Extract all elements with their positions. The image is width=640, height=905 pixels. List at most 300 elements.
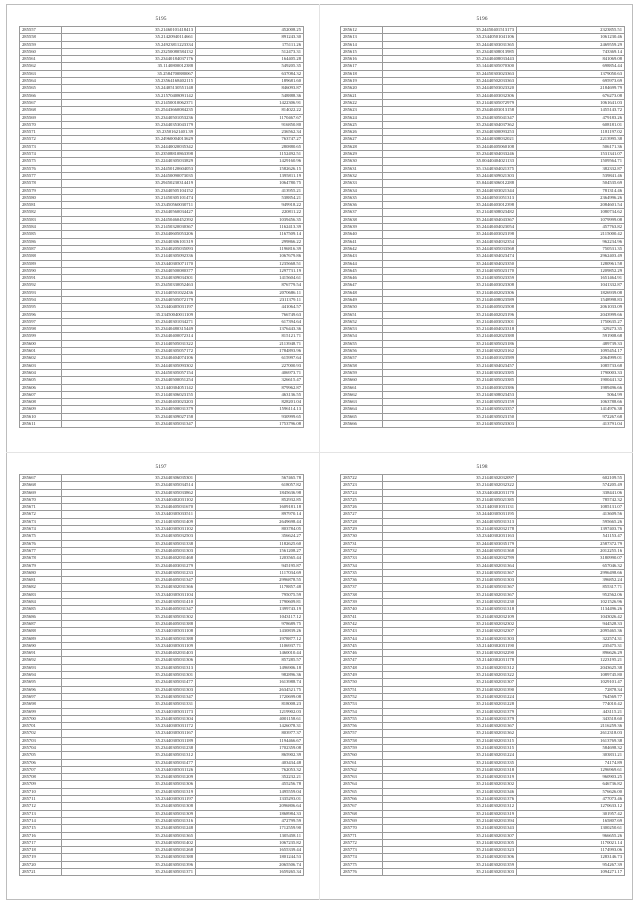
table-row xyxy=(341,158,625,165)
amount-cell: 1801244.53 xyxy=(196,854,304,861)
row-id-cell: 285643 xyxy=(341,253,383,260)
row-id-cell: 285621 xyxy=(341,92,383,99)
measure-cell: 35.23440305031410 xyxy=(62,599,196,606)
table-row xyxy=(341,318,625,325)
measure-cell: 35.21440302031367 xyxy=(383,723,517,730)
row-id-cell: 285639 xyxy=(341,224,383,231)
measure-cell: 35.21440302031379 xyxy=(383,708,517,715)
table-row xyxy=(341,759,625,766)
amount-cell: 1041332.87 xyxy=(517,282,625,289)
row-id-cell: 285565 xyxy=(20,85,62,92)
amount-cell: 2962403.49 xyxy=(517,253,625,260)
table-row xyxy=(20,369,304,376)
table-row xyxy=(341,275,625,282)
row-id-cell: 285612 xyxy=(341,27,383,34)
row-id-cell: 285570 xyxy=(20,121,62,128)
table-row xyxy=(20,723,304,730)
row-id-cell: 285658 xyxy=(341,362,383,369)
measure-cell: 35.21440304023457 xyxy=(383,362,517,369)
measure-cell: 35.23440305041347 xyxy=(383,114,517,121)
row-id-cell: 285697 xyxy=(20,693,62,700)
table-row xyxy=(341,282,625,289)
table-row xyxy=(341,475,625,482)
measure-cell: 35.21440305023159 xyxy=(383,399,517,406)
row-id-cell: 285754 xyxy=(341,708,383,715)
row-id-cell: 285685 xyxy=(20,606,62,613)
amount-cell: 413955.21 xyxy=(196,187,304,194)
amount-cell: 774010.42 xyxy=(517,701,625,708)
amount-cell: 477073.46 xyxy=(517,796,625,803)
table-row xyxy=(341,202,625,209)
measure-cell: 35.23440305031312 xyxy=(62,752,196,759)
row-id-cell: 285640 xyxy=(341,231,383,238)
amount-cell: 1085733.68 xyxy=(517,362,625,369)
table-row xyxy=(20,562,304,569)
row-id-cell: 285701 xyxy=(20,723,62,730)
row-id-cell: 285695 xyxy=(20,679,62,686)
amount-cell: 227000.93 xyxy=(196,362,304,369)
amount-cell: 4001158.61 xyxy=(196,715,304,722)
measure-cell: 35.23440205035093 xyxy=(62,245,196,252)
amount-cell: 750531.35 xyxy=(517,245,625,252)
table-row xyxy=(341,562,625,569)
amount-cell: 539841.46 xyxy=(517,172,625,179)
data-table xyxy=(19,474,304,876)
measure-cell: 35.24450120604053 xyxy=(62,165,196,172)
amount-cell: 74174.89 xyxy=(517,759,625,766)
amount-cell: 1414976.38 xyxy=(517,406,625,413)
row-id-cell: 285571 xyxy=(20,129,62,136)
table-row xyxy=(20,413,304,420)
measure-cell: 35.14440305070300 xyxy=(383,63,517,70)
table-row xyxy=(341,504,625,511)
amount-cell: 1063788.66 xyxy=(517,399,625,406)
row-id-cell: 285725 xyxy=(341,496,383,503)
amount-cell: 876779.54 xyxy=(196,282,304,289)
measure-cell: 35.21440305023359 xyxy=(383,275,517,282)
row-id-cell: 285737 xyxy=(341,584,383,591)
amount-cell: 618057.82 xyxy=(196,482,304,489)
measure-cell: 35.24440302032789 xyxy=(383,555,517,562)
row-id-cell: 285611 xyxy=(20,421,62,428)
row-id-cell: 285655 xyxy=(341,340,383,347)
table-row xyxy=(20,172,304,179)
measure-cell: 35.23440305031173 xyxy=(62,708,196,715)
measure-cell: 35.23450560030711 xyxy=(62,202,196,209)
amount-cell: 1422306.91 xyxy=(196,99,304,106)
row-id-cell: 285569 xyxy=(20,114,62,121)
measure-cell: 35.21440308023453 xyxy=(383,391,517,398)
table-row xyxy=(20,238,304,245)
row-id-cell: 285579 xyxy=(20,187,62,194)
row-id-cell: 285683 xyxy=(20,591,62,598)
measure-cell: 35.21440302031390 xyxy=(383,686,517,693)
row-id-cell: 285715 xyxy=(20,825,62,832)
row-id-cell: 285561 xyxy=(20,56,62,63)
table-row xyxy=(20,136,304,143)
table-row xyxy=(20,679,304,686)
measure-cell: 35.21440302032097 xyxy=(383,475,517,482)
measure-cell: 35.24440304023474 xyxy=(383,253,517,260)
amount-cell: 2323855.51 xyxy=(517,27,625,34)
measure-cell: 35.21440302031302 xyxy=(383,781,517,788)
table-row xyxy=(20,391,304,398)
measure-cell: 35.21440302031303 xyxy=(383,869,517,876)
table-row xyxy=(341,701,625,708)
row-id-cell: 285741 xyxy=(341,613,383,620)
table-row xyxy=(20,504,304,511)
row-id-cell: 285638 xyxy=(341,216,383,223)
amount-cell: 960903.25 xyxy=(517,774,625,781)
amount-cell: 574205.49 xyxy=(517,482,625,489)
measure-cell: 35.23440405031670 xyxy=(62,504,196,511)
row-id-cell: 285736 xyxy=(341,577,383,584)
measure-cell: 35.21440403023308 xyxy=(383,282,517,289)
amount-cell: 1582626.15 xyxy=(196,165,304,172)
row-id-cell: 285775 xyxy=(341,861,383,868)
measure-cell: 35.23440305031316 xyxy=(62,817,196,824)
row-id-cell: 285589 xyxy=(20,260,62,267)
measure-cell: 35.24440305031195 xyxy=(383,511,517,518)
row-id-cell: 285734 xyxy=(341,562,383,569)
measure-cell: 35.23440305071170 xyxy=(62,260,196,267)
row-id-cell: 285558 xyxy=(20,34,62,41)
row-id-cell: 285704 xyxy=(20,744,62,751)
table-row xyxy=(341,730,625,737)
table-row xyxy=(20,475,304,482)
row-id-cell: 285773 xyxy=(341,847,383,854)
measure-cell: 35.21440302031343 xyxy=(383,825,517,832)
amount-cell: 1989496.66 xyxy=(517,384,625,391)
row-id-cell: 285613 xyxy=(341,34,383,41)
measure-cell: 35.23440305031396 xyxy=(62,861,196,868)
table-row xyxy=(20,693,304,700)
amount-cell: 1455143.72 xyxy=(517,107,625,114)
amount-cell: 1430839.26 xyxy=(196,628,304,635)
amount-cell: 1170467.67 xyxy=(196,114,304,121)
measure-cell: 35.21440401023589 xyxy=(383,355,517,362)
table-row xyxy=(341,569,625,576)
amount-cell: 164405.28 xyxy=(196,56,304,63)
measure-cell: 35.23440305031109 xyxy=(62,642,196,649)
row-id-cell: 285723 xyxy=(341,482,383,489)
measure-cell: 35.21440302031322 xyxy=(383,672,517,679)
row-id-cell: 285592 xyxy=(20,282,62,289)
amount-cell: 1399743.19 xyxy=(196,606,304,613)
amount-cell: 329273.35 xyxy=(517,326,625,333)
row-id-cell: 285739 xyxy=(341,599,383,606)
measure-cell: 35.21440405023508 xyxy=(383,304,517,311)
measure-cell: 35.23440501041106 xyxy=(383,34,517,41)
row-id-cell: 285674 xyxy=(20,526,62,533)
measure-cell: 35.24440020035342 xyxy=(62,143,196,150)
amount-cell: 1079999.08 xyxy=(517,216,625,223)
amount-cell: 1223195.21 xyxy=(517,657,625,664)
measure-cell: 35.23440309034301 xyxy=(62,275,196,282)
table-row xyxy=(341,92,625,99)
measure-cell: 35.21440303023385 xyxy=(383,369,517,376)
table-row xyxy=(20,854,304,861)
table-row xyxy=(20,766,304,773)
row-id-cell: 285756 xyxy=(341,723,383,730)
amount-cell: 676273.08 xyxy=(517,92,625,99)
measure-cell: 35.23440305031167 xyxy=(62,730,196,737)
table-row xyxy=(341,679,625,686)
table-row xyxy=(20,129,304,136)
measure-cell: 35.23440305032503 xyxy=(62,533,196,540)
measure-cell: 35.21440501022436 xyxy=(62,289,196,296)
table-row xyxy=(20,869,304,876)
row-id-cell: 285753 xyxy=(341,701,383,708)
row-id-cell: 285644 xyxy=(341,260,383,267)
amount-cell: 413791.04 xyxy=(517,421,625,428)
table-row xyxy=(341,136,625,143)
row-id-cell: 285726 xyxy=(341,504,383,511)
measure-cell: 35.23440305031233 xyxy=(62,569,196,576)
row-id-cell: 285735 xyxy=(341,569,383,576)
amount-cell: 1297731.19 xyxy=(196,267,304,274)
measure-cell: 35.21440305031303 xyxy=(383,577,517,584)
measure-cell: 35.21440302031190 xyxy=(383,642,517,649)
measure-cell: 35.21440304051142 xyxy=(62,384,196,391)
measure-cell: 35.24440403012398 xyxy=(383,202,517,209)
measure-cell: 35.23440305031302 xyxy=(62,613,196,620)
amount-cell: 1460010.44 xyxy=(196,650,304,657)
measure-cell: 35.21440308023482 xyxy=(383,209,517,216)
amount-cell: 2095465.36 xyxy=(517,628,625,635)
table-row xyxy=(20,384,304,391)
amount-cell: 548888.36 xyxy=(196,92,304,99)
table-row xyxy=(341,650,625,657)
amount-cell: 855317.71 xyxy=(517,584,625,591)
table-row xyxy=(341,854,625,861)
measure-cell: 35.21440302032109 xyxy=(383,613,517,620)
table-row xyxy=(20,70,304,77)
amount-cell: 608181.01 xyxy=(517,121,625,128)
row-id-cell: 285649 xyxy=(341,296,383,303)
table-row xyxy=(20,533,304,540)
table-row xyxy=(341,151,625,158)
amount-cell: 2634521.75 xyxy=(196,686,304,693)
table-row xyxy=(20,296,304,303)
table-row xyxy=(20,686,304,693)
measure-cell: 35.23440305031402 xyxy=(62,839,196,846)
row-id-cell: 285664 xyxy=(341,406,383,413)
amount-cell: 1305458.11 xyxy=(196,832,304,839)
amount-cell: 356624.27 xyxy=(196,533,304,540)
table-row xyxy=(20,421,304,428)
measure-cell: 35.23440305031308 xyxy=(62,803,196,810)
amount-cell: 2649698.44 xyxy=(196,518,304,525)
amount-cell: 443115.21 xyxy=(517,708,625,715)
row-id-cell: 285744 xyxy=(341,635,383,642)
table-row xyxy=(341,231,625,238)
row-id-cell: 285573 xyxy=(20,143,62,150)
measure-cell: 35.21440302031315 xyxy=(383,737,517,744)
row-id-cell: 285629 xyxy=(341,151,383,158)
table-row xyxy=(20,399,304,406)
measure-cell: 35.21420940114661 xyxy=(62,34,196,41)
amount-cell: 3180990.07 xyxy=(517,555,625,562)
measure-cell: 35.23440402031403 xyxy=(62,650,196,657)
amount-cell: 803784.05 xyxy=(196,526,304,533)
table-row xyxy=(341,489,625,496)
amount-cell: 1029101.47 xyxy=(517,679,625,686)
table-row xyxy=(20,839,304,846)
amount-cell: 1174993.06 xyxy=(517,847,625,854)
row-id-cell: 285759 xyxy=(341,744,383,751)
table-row xyxy=(341,518,625,525)
measure-cell: 35.23440402031468 xyxy=(62,555,196,562)
row-id-cell: 285663 xyxy=(341,399,383,406)
row-id-cell: 285656 xyxy=(341,348,383,355)
amount-cell: 646736.82 xyxy=(517,781,625,788)
amount-cell: 352232.21 xyxy=(196,774,304,781)
amount-cell: 2311379.11 xyxy=(196,296,304,303)
amount-cell: 1270633.12 xyxy=(517,803,625,810)
amount-cell: 841069.08 xyxy=(517,56,625,63)
amount-cell: 1043117.12 xyxy=(196,613,304,620)
row-id-cell: 285650 xyxy=(341,304,383,311)
row-id-cell: 285628 xyxy=(341,143,383,150)
row-id-cell: 285712 xyxy=(20,803,62,810)
table-row xyxy=(20,832,304,839)
amount-cell: 1209852.29 xyxy=(517,267,625,274)
amount-cell: 504535.69 xyxy=(517,180,625,187)
row-id-cell: 285769 xyxy=(341,817,383,824)
row-id-cell: 285559 xyxy=(20,41,62,48)
measure-cell: 35.21440302031346 xyxy=(383,788,517,795)
table-row xyxy=(20,224,304,231)
amount-cell: 891243.30 xyxy=(196,34,304,41)
measure-cell: 35.23440301034271 xyxy=(62,318,196,325)
table-row xyxy=(341,114,625,121)
measure-cell: 35.23450330052463 xyxy=(62,282,196,289)
measure-cell: 35.24923811223334 xyxy=(62,41,196,48)
table-row xyxy=(341,216,625,223)
table-row xyxy=(20,810,304,817)
row-id-cell: 285583 xyxy=(20,216,62,223)
row-id-cell: 285581 xyxy=(20,202,62,209)
table-row xyxy=(20,245,304,252)
row-id-cell: 285749 xyxy=(341,672,383,679)
table-row xyxy=(20,606,304,613)
row-id-cell: 285604 xyxy=(20,369,62,376)
table-row xyxy=(341,165,625,172)
row-id-cell: 285765 xyxy=(341,788,383,795)
measure-cell: 35.24450303023363 xyxy=(383,70,517,77)
row-id-cell: 285703 xyxy=(20,737,62,744)
table-row xyxy=(341,129,625,136)
table-row xyxy=(20,518,304,525)
row-id-cell: 285716 xyxy=(20,832,62,839)
table-row xyxy=(20,642,304,649)
amount-cell: 382332.87 xyxy=(517,165,625,172)
table-row xyxy=(20,348,304,355)
row-id-cell: 285740 xyxy=(341,606,383,613)
measure-cell: 35.24450401513173 xyxy=(383,27,517,34)
amount-cell: 828201.04 xyxy=(196,399,304,406)
amount-cell: 1702359.08 xyxy=(196,744,304,751)
row-id-cell: 285762 xyxy=(341,766,383,773)
measure-cell: 35.24440305031313 xyxy=(383,518,517,525)
row-id-cell: 285630 xyxy=(341,158,383,165)
amount-cell: 343518.60 xyxy=(517,715,625,722)
measure-cell: 35.21450320030367 xyxy=(62,224,196,231)
table-row xyxy=(20,27,304,34)
amount-cell: 472799.59 xyxy=(196,817,304,824)
amount-cell: 189681.60 xyxy=(196,78,304,85)
table-row xyxy=(341,723,625,730)
row-id-cell: 285587 xyxy=(20,245,62,252)
data-table xyxy=(340,26,625,428)
measure-cell: 35.23440305031477 xyxy=(62,679,196,686)
amount-cell: 897970.14 xyxy=(196,511,304,518)
measure-cell: 35.23440305031306 xyxy=(62,781,196,788)
row-id-cell: 285577 xyxy=(20,172,62,179)
table-row xyxy=(341,260,625,267)
row-id-cell: 285586 xyxy=(20,238,62,245)
table-row xyxy=(341,209,625,216)
amount-cell: 852932.85 xyxy=(196,496,304,503)
row-id-cell: 285710 xyxy=(20,788,62,795)
amount-cell: 2096806.64 xyxy=(196,803,304,810)
amount-cell: 2213995.38 xyxy=(517,136,625,143)
measure-cell: 35.21440404023318 xyxy=(383,326,517,333)
amount-cell: 1095454.17 xyxy=(517,348,625,355)
table-row xyxy=(20,202,304,209)
row-id-cell: 285623 xyxy=(341,107,383,114)
row-id-cell: 285745 xyxy=(341,642,383,649)
measure-cell: 35.21440302031319 xyxy=(383,810,517,817)
row-id-cell: 285692 xyxy=(20,657,62,664)
measure-cell: 35.23440402031102 xyxy=(62,496,196,503)
row-id-cell: 285717 xyxy=(20,839,62,846)
amount-cell: 2996878.55 xyxy=(196,577,304,584)
amount-cell: 763747.27 xyxy=(196,136,304,143)
row-id-cell: 285771 xyxy=(341,832,383,839)
row-id-cell: 285635 xyxy=(341,194,383,201)
table-row xyxy=(341,533,625,540)
table-row xyxy=(20,85,304,92)
table-row xyxy=(20,78,304,85)
row-id-cell: 285660 xyxy=(341,377,383,384)
row-id-cell: 285594 xyxy=(20,296,62,303)
table-row xyxy=(341,27,625,34)
table-row xyxy=(20,377,304,384)
measure-cell: 35.22440305033829 xyxy=(62,158,196,165)
table-row xyxy=(341,496,625,503)
table-row xyxy=(341,810,625,817)
amount-cell: 1509564.71 xyxy=(517,158,625,165)
measure-cell: 35.23440403023203 xyxy=(62,399,196,406)
measure-cell: 35.24440404023054 xyxy=(383,224,517,231)
amount-cell: 1379050.63 xyxy=(517,70,625,77)
table-row xyxy=(341,348,625,355)
table-row xyxy=(341,832,625,839)
table-row xyxy=(20,774,304,781)
row-id-cell: 285641 xyxy=(341,238,383,245)
measure-cell: 35.23440305033862 xyxy=(62,489,196,496)
amount-cell: 1196816.39 xyxy=(196,245,304,252)
row-id-cell: 285680 xyxy=(20,569,62,576)
row-id-cell: 285626 xyxy=(341,129,383,136)
amount-cell: 1655339.44 xyxy=(196,847,304,854)
row-id-cell: 285677 xyxy=(20,547,62,554)
table-row xyxy=(20,672,304,679)
amount-cell: 1089745.80 xyxy=(517,672,625,679)
amount-cell: 1134496.26 xyxy=(517,606,625,613)
